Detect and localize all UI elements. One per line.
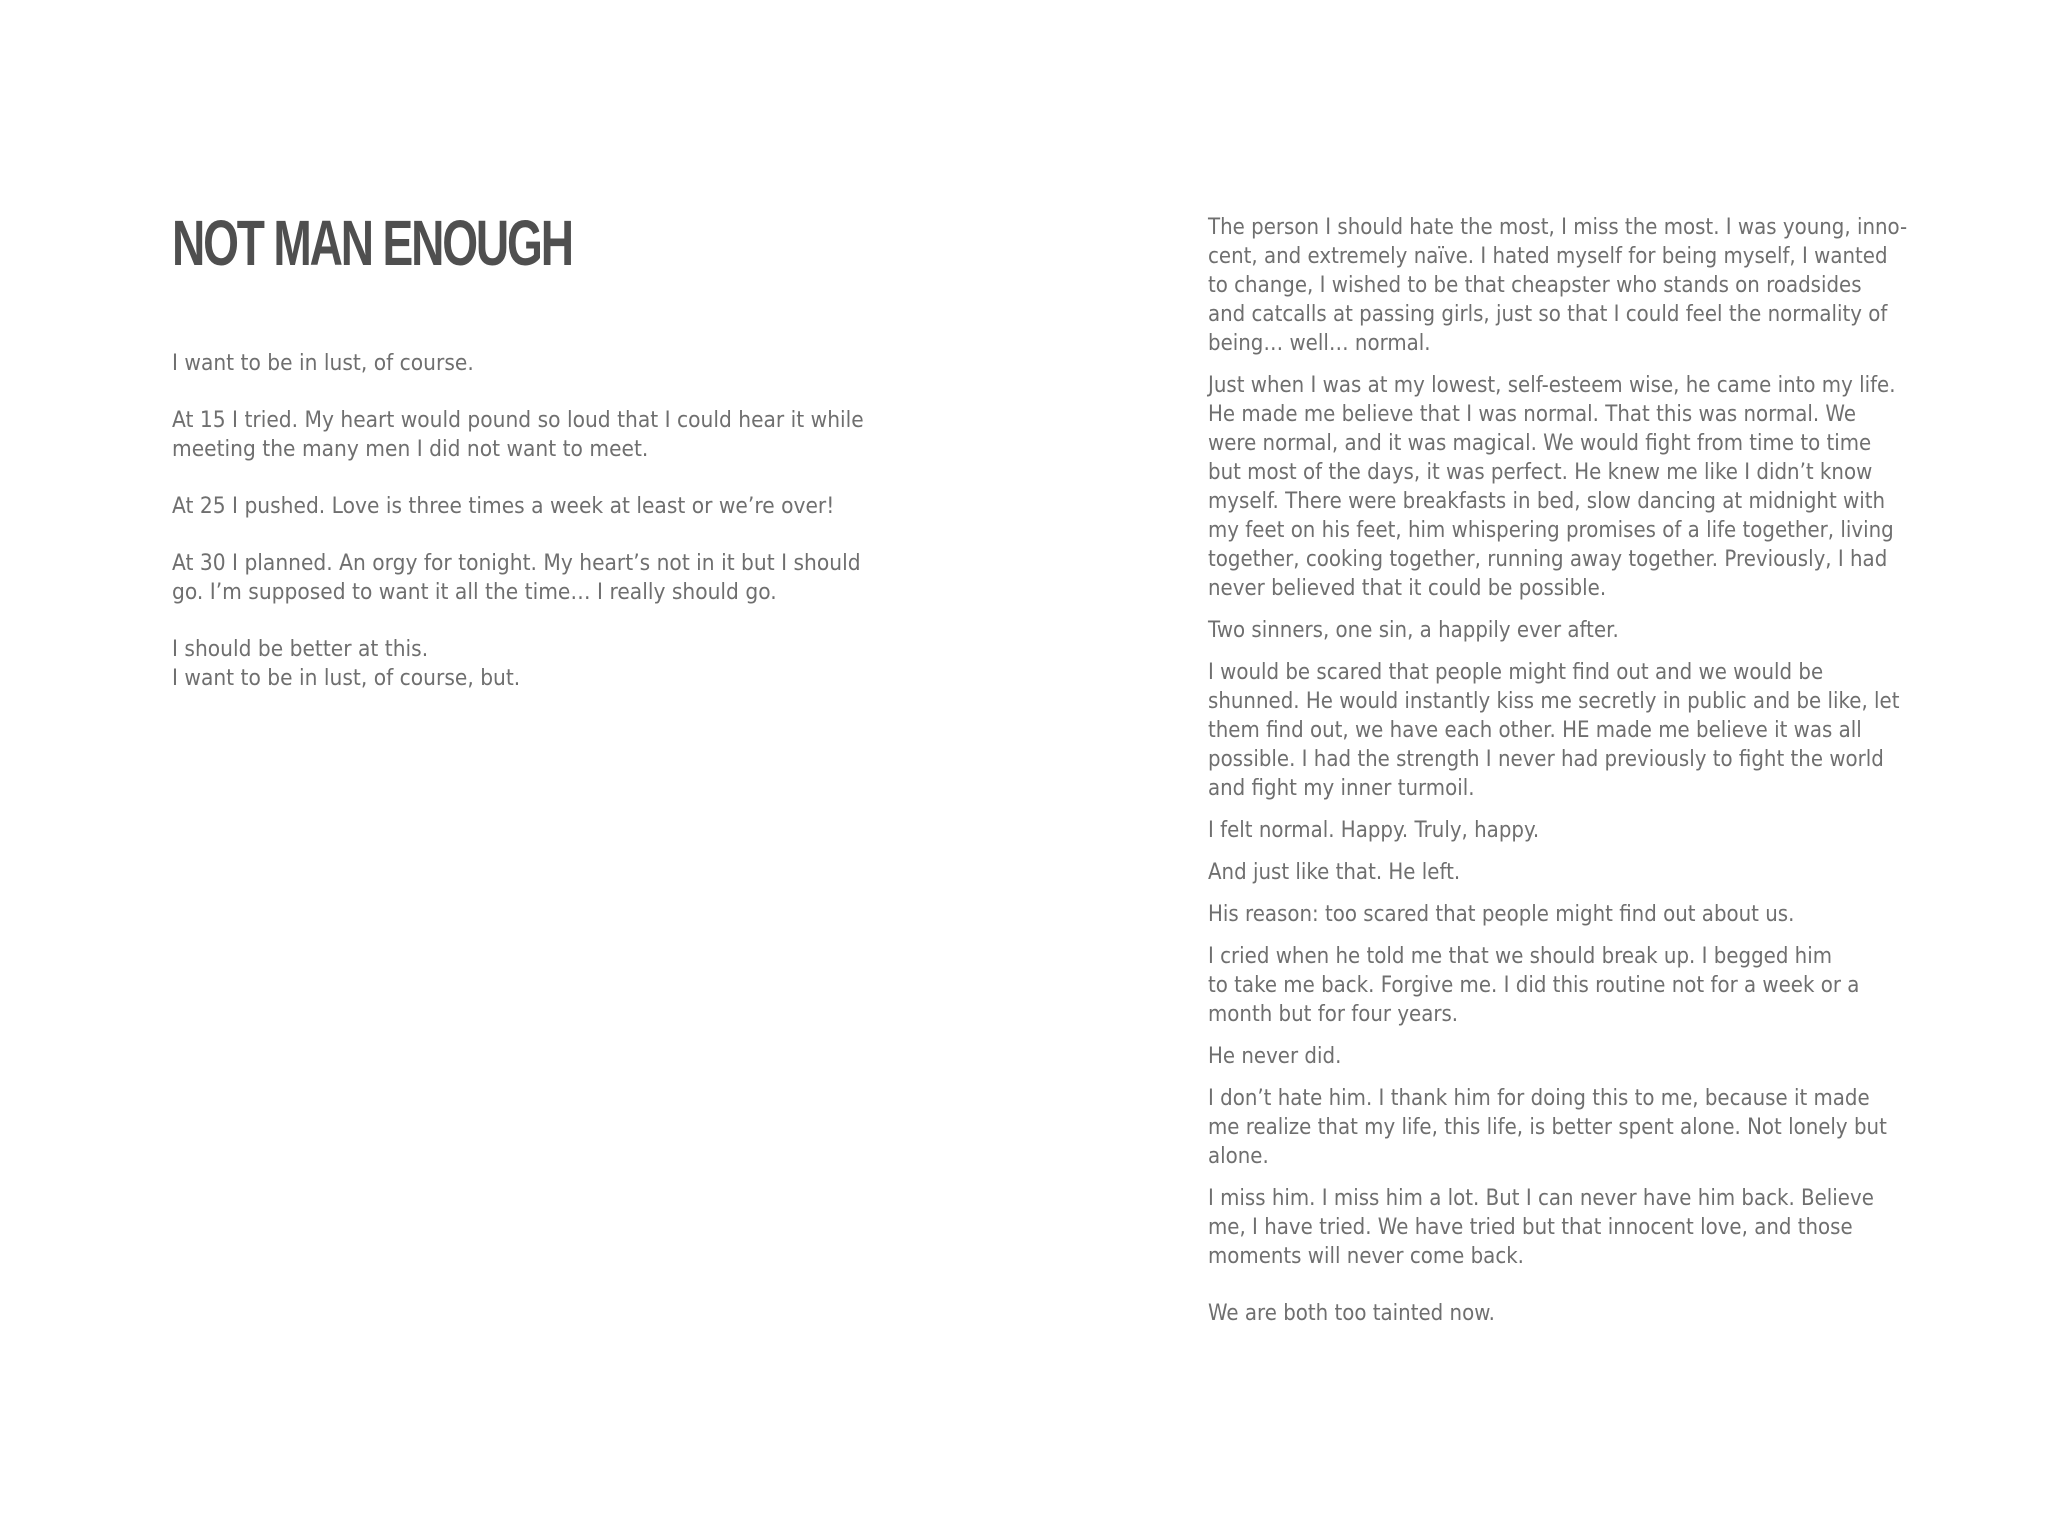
text-line: month but for four years. <box>1208 1002 1459 1027</box>
text-line: shunned. He would instantly kiss me secretly in public and be like, let <box>1208 689 1900 714</box>
text-line: I cried when he told me that we should break up. I begged him <box>1208 944 1833 969</box>
paragraph <box>172 635 871 693</box>
paragraph <box>1208 942 1901 1029</box>
left-page <box>172 205 892 721</box>
paragraph <box>1208 213 1908 358</box>
text-line: We are both too tainted now. <box>1208 1301 1495 1326</box>
text-line: The person I should hate the most, I miss the most. I was young, inno- <box>1208 215 1908 240</box>
paragraph <box>1208 1042 1901 1071</box>
paragraph <box>1208 371 1901 603</box>
text-line: were normal, and it was magical. We would fight from time to time <box>1208 431 1872 456</box>
text-line: Just when I was at my lowest, self-esteem wise, he came into my life. <box>1208 373 1896 398</box>
text-line: I don’t hate him. I thank him for doing this to me, because it made <box>1208 1086 1870 1111</box>
text-line: I miss him. I miss him a lot. But I can never have him back. Believe <box>1208 1186 1874 1211</box>
paragraph <box>1208 900 1901 929</box>
text-line: I want to be in lust, of course, but. <box>172 666 521 691</box>
page-title: NOT MAN ENOUGH <box>172 207 572 279</box>
text-line: alone. <box>1208 1144 1269 1169</box>
paragraph <box>1208 616 1901 645</box>
paragraph <box>172 549 871 607</box>
text-line: me, I have tried. We have tried but that innocent love, and those <box>1208 1215 1853 1240</box>
text-line: Two sinners, one sin, a happily ever after. <box>1208 618 1619 643</box>
paragraph <box>172 349 871 378</box>
text-line: go. I’m supposed to want it all the time… I really should go. <box>172 580 777 605</box>
text-line: I want to be in lust, of course. <box>172 351 474 376</box>
text-line: being… well… normal. <box>1208 331 1431 356</box>
text-line: I should be better at this. <box>172 637 429 662</box>
text-line: And just like that. He left. <box>1208 860 1461 885</box>
text-line: my feet on his feet, him whispering promises of a life together, living <box>1208 518 1894 543</box>
text-line: At 15 I tried. My heart would pound so loud that I could hear it while <box>172 408 864 433</box>
paragraph <box>1208 858 1901 887</box>
right-page <box>1208 213 1908 1341</box>
text-line: and fight my inner turmoil. <box>1208 776 1475 801</box>
paragraph <box>1208 816 1901 845</box>
text-line: to take me back. Forgive me. I did this routine not for a week or a <box>1208 973 1860 998</box>
paragraph <box>172 492 871 521</box>
paragraph <box>1208 1084 1901 1171</box>
text-line: He made me believe that I was normal. That this was normal. We <box>1208 402 1857 427</box>
right-page-body <box>1208 213 1908 1328</box>
text-line: to change, I wished to be that cheapster who stands on roadsides <box>1208 273 1862 298</box>
paragraph <box>1208 658 1901 803</box>
text-line: His reason: too scared that people might find out about us. <box>1208 902 1795 927</box>
paragraph <box>1208 1299 1901 1328</box>
text-line: them find out, we have each other. HE made me believe it was all <box>1208 718 1862 743</box>
text-line: together, cooking together, running away together. Previously, I had <box>1208 547 1888 572</box>
text-line: He never did. <box>1208 1044 1342 1069</box>
text-line: meeting the many men I did not want to meet. <box>172 437 649 462</box>
text-line: moments will never come back. <box>1208 1244 1524 1269</box>
text-line: At 30 I planned. An orgy for tonight. My heart’s not in it but I should <box>172 551 861 576</box>
text-line: me realize that my life, this life, is better spent alone. Not lonely but <box>1208 1115 1887 1140</box>
paragraph <box>172 406 871 464</box>
left-page-body <box>172 349 892 693</box>
text-line: At 25 I pushed. Love is three times a week at least or we’re over! <box>172 494 835 519</box>
text-line: cent, and extremely naïve. I hated myself for being myself, I wanted <box>1208 244 1888 269</box>
text-line: and catcalls at passing girls, just so that I could feel the normality of <box>1208 302 1888 327</box>
text-line: but most of the days, it was perfect. He knew me like I didn’t know <box>1208 460 1873 485</box>
paragraph <box>1208 1184 1901 1271</box>
text-line: I would be scared that people might find out and we would be <box>1208 660 1824 685</box>
text-line: myself. There were breakfasts in bed, slow dancing at midnight with <box>1208 489 1886 514</box>
text-line: possible. I had the strength I never had previously to fight the world <box>1208 747 1884 772</box>
text-line: I felt normal. Happy. Truly, happy. <box>1208 818 1540 843</box>
text-line: never believed that it could be possible. <box>1208 576 1607 601</box>
